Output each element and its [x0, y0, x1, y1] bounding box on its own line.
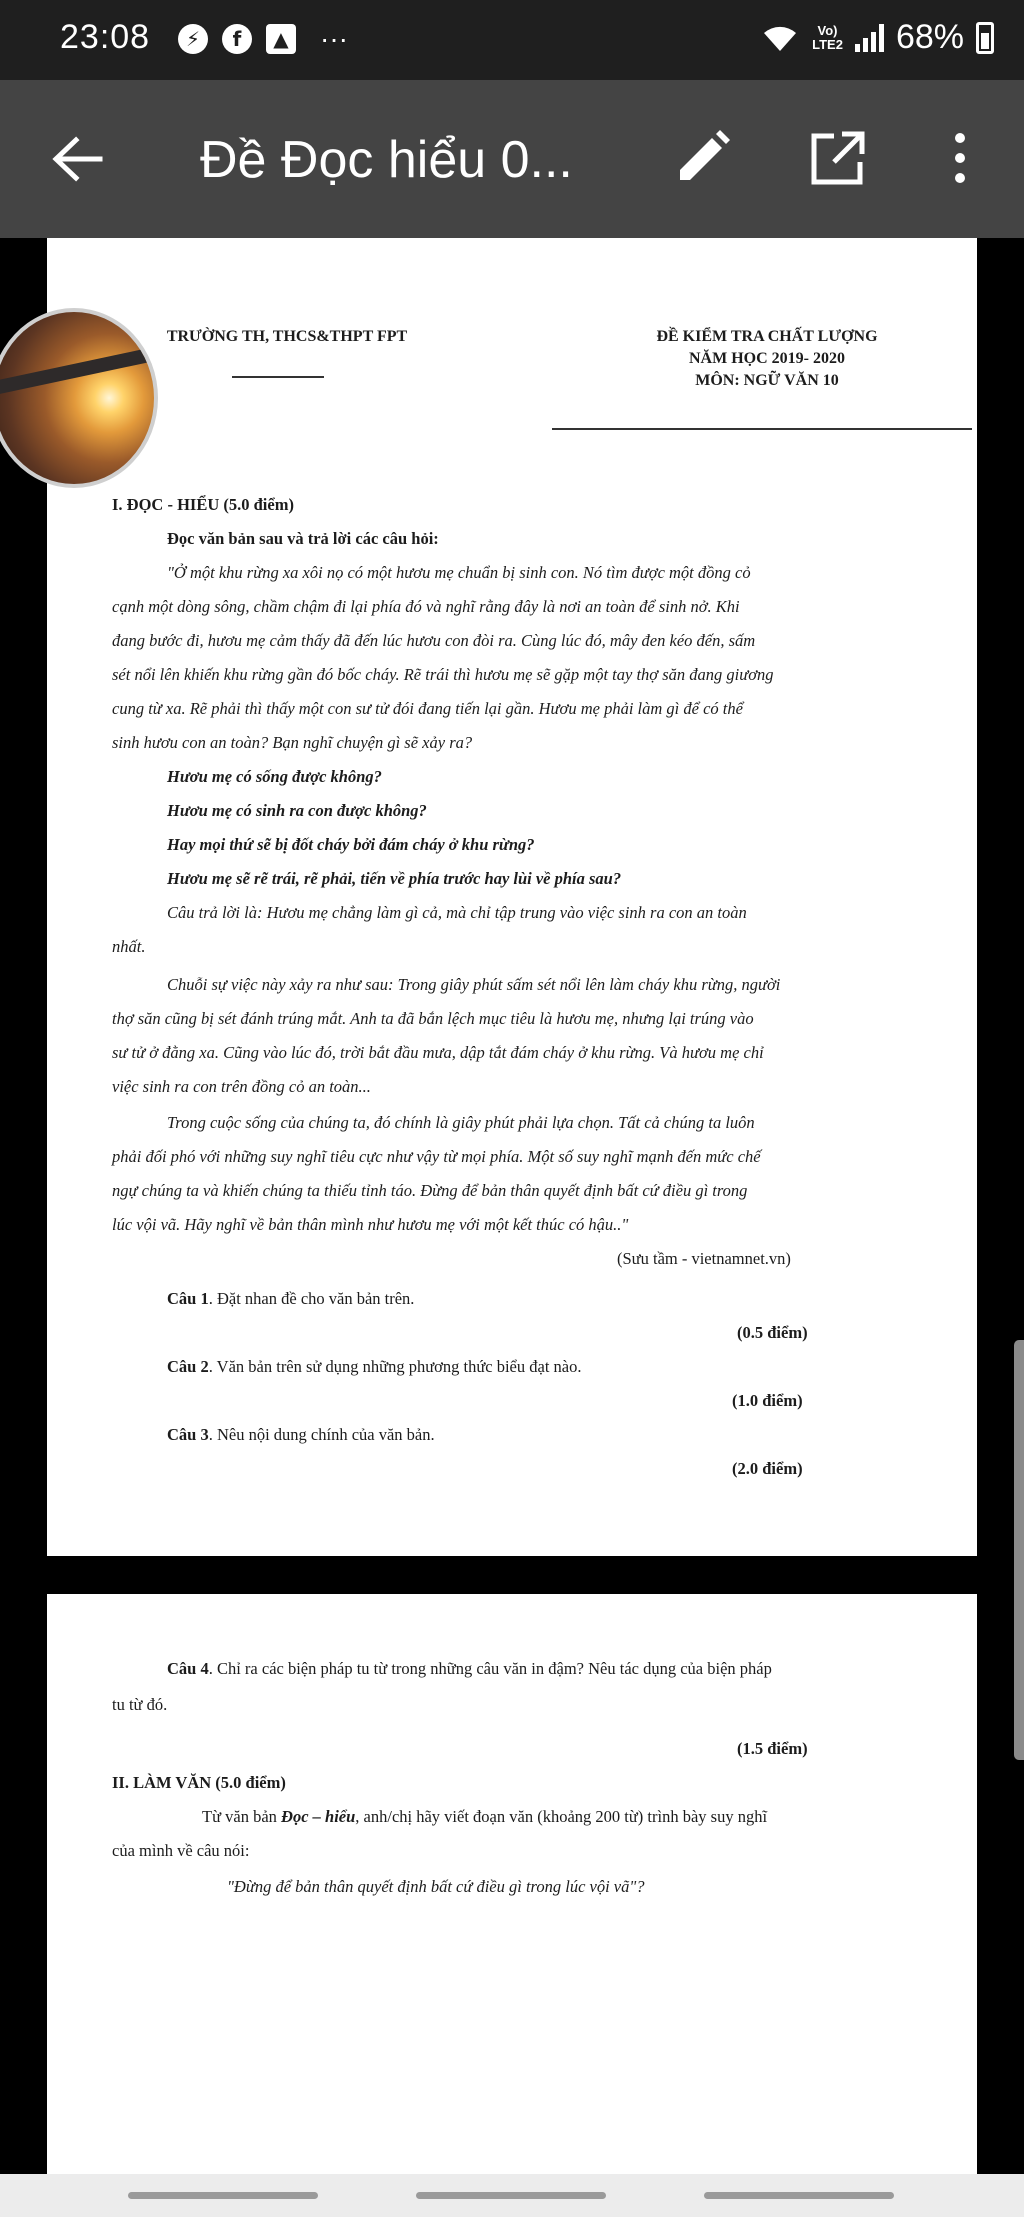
more-notifications-icon: ··· — [320, 23, 348, 54]
volte-bottom-label: LTE2 — [812, 36, 843, 52]
question-3 — [167, 1418, 435, 1452]
q2-label: Câu 2 — [167, 1357, 209, 1376]
document-page-2 — [47, 1594, 977, 2174]
para2-line: Câu trả lời là: Hươu mẹ chẳng làm gì cả, mà chỉ tập trung vào việc sinh ra con an toàn — [167, 903, 747, 922]
question-2 — [167, 1350, 581, 1384]
essay-prefix: Từ văn bản — [202, 1807, 282, 1826]
school-year: NĂM HỌC 2019- 2020 — [689, 350, 845, 367]
q3-label: Câu 3 — [167, 1425, 209, 1444]
bottom-navigation-bar — [0, 2174, 1024, 2217]
open-external-icon[interactable] — [808, 130, 866, 188]
bold-question: Hay mọi thứ sẽ bị đốt cháy bởi đám cháy ở khu rừng? — [167, 835, 535, 854]
app-bar — [0, 80, 1024, 238]
source-citation: (Sưu tầm - vietnamnet.vn) — [617, 1249, 791, 1268]
subject: MÔN: NGỮ VĂN 10 — [695, 372, 839, 389]
essay-line2: của mình về câu nói: — [112, 1841, 250, 1860]
status-time: 23:08 — [60, 18, 151, 56]
para3-line: việc sinh ra con trên đồng cỏ an toàn... — [112, 1077, 371, 1096]
bold-question: Hươu mẹ sẽ rẽ trái, rẽ phải, tiến về phía trước hay lùi về phía sau? — [167, 869, 622, 888]
edit-pencil-icon[interactable] — [672, 128, 732, 188]
para4-line: ngự chúng ta và khiến chúng ta thiếu tỉnh táo. Đừng để bản thân quyết định bất cứ điều gì trong — [112, 1181, 748, 1200]
q4-text-line1: . Chỉ ra các biện pháp tu từ trong những câu văn in đậm? Nêu tác dụng của biện pháp — [208, 1659, 772, 1678]
scrollbar-handle[interactable] — [1014, 1340, 1024, 1760]
q1-label: Câu 1 — [167, 1289, 209, 1308]
q1-text: . Đặt nhan đề cho văn bản trên. — [208, 1289, 415, 1308]
question-4 — [167, 1652, 772, 1686]
para1-line: "Ở một khu rừng xa xôi nọ có một hươu mẹ chuẩn bị sinh con. Nó tìm được một đồng cỏ — [167, 563, 751, 582]
essay-suffix: , anh/chị hãy viết đoạn văn (khoảng 200 từ) trình bày suy nghĩ — [355, 1807, 768, 1826]
essay-bold: Đọc – hiểu — [281, 1807, 356, 1826]
messenger-icon: ⚡ — [178, 24, 208, 54]
document-title: Đề Đọc hiểu 0... — [200, 131, 573, 189]
gallery-icon: ▲ — [266, 24, 296, 54]
para2-line: nhất. — [112, 937, 146, 956]
nav-back-button[interactable] — [704, 2192, 894, 2199]
bold-question: Hươu mẹ có sinh ra con được không? — [167, 801, 427, 820]
header-divider — [552, 428, 972, 430]
para1-line: sinh hươu con an toàn? Bạn nghĩ chuyện gì sẽ xảy ra? — [112, 733, 473, 752]
volte-top-label: Vo) — [817, 22, 838, 38]
document-page-1 — [47, 238, 977, 1556]
para4-line: lúc vội vã. Hãy nghĩ về bản thân mình như hươu mẹ với một kết thúc có hậu.." — [112, 1215, 629, 1234]
para3-line: sư tử ở đằng xa. Cũng vào lúc đó, trời bắt đầu mưa, dập tắt đám cháy ở khu rừng. Và hươu mẹ chỉ — [112, 1043, 764, 1062]
section2-title: II. LÀM VĂN (5.0 điểm) — [112, 1773, 286, 1792]
para1-line: cạnh một dòng sông, chầm chậm đi lại phía đó và nghĩ rằng đây là nơi an toàn để sinh nở. Khi — [112, 597, 740, 616]
q3-text: . Nêu nội dung chính của văn bản. — [208, 1425, 435, 1444]
instruction: Đọc văn bản sau và trả lời các câu hỏi: — [167, 529, 439, 548]
q3-points: (2.0 điểm) — [732, 1459, 803, 1478]
nav-home-button[interactable] — [416, 2192, 606, 2199]
school-name: TRƯỜNG TH, THCS&THPT FPT — [166, 328, 408, 345]
question-1 — [167, 1282, 414, 1316]
para1-line: đang bước đi, hươu mẹ cảm thấy đã đến lúc hươu con đòi ra. Cùng lúc đó, mây đen kéo đến, sấm — [112, 631, 756, 650]
battery-icon — [976, 22, 994, 54]
wifi-icon — [760, 23, 800, 53]
facebook-icon: f — [222, 24, 252, 54]
system-status — [760, 18, 994, 57]
para3-line: thợ săn cũng bị sét đánh trúng mắt. Anh ta đã bắn lệch mục tiêu là hươu mẹ, nhưng lại trúng vào — [112, 1009, 754, 1028]
q2-points: (1.0 điểm) — [732, 1391, 803, 1410]
nav-recents-button[interactable] — [128, 2192, 318, 2199]
para1-line: cung từ xa. Rẽ phải thì thấy một con sư tử đói đang tiến lại gần. Hươu mẹ phải làm gì để có thể — [112, 699, 743, 718]
battery-percent: 68% — [895, 18, 964, 56]
bold-question: Hươu mẹ có sống được không? — [167, 767, 382, 786]
para4-line: Trong cuộc sống của chúng ta, đó chính là giây phút phải lựa chọn. Tất cả chúng ta luôn — [167, 1113, 755, 1132]
more-vert-icon[interactable] — [940, 128, 980, 188]
exam-title: ĐỀ KIỂM TRA CHẤT LƯỢNG — [656, 328, 878, 345]
essay-quote: "Đừng để bản thân quyết định bất cứ điều gì trong lúc vội vã"? — [227, 1877, 645, 1896]
section1-title: I. ĐỌC - HIỂU (5.0 điểm) — [112, 495, 294, 514]
essay-line1 — [202, 1800, 767, 1834]
volte-icon — [812, 24, 843, 52]
status-bar — [0, 0, 1024, 80]
q1-points: (0.5 điểm) — [737, 1323, 808, 1342]
para4-line: phải đối phó với những suy nghĩ tiêu cực như vậy từ mọi phía. Một số suy nghĩ mạnh đến mức chế — [112, 1147, 761, 1166]
para1-line: sét nổi lên khiến khu rừng gần đó bốc cháy. Rẽ trái thì hươu mẹ sẽ gặp một tay thợ săn đang giương — [112, 665, 774, 684]
signal-icon — [855, 24, 884, 52]
back-arrow-icon[interactable] — [50, 132, 104, 186]
q4-points: (1.5 điểm) — [737, 1739, 808, 1758]
para3-line: Chuỗi sự việc này xảy ra như sau: Trong giây phút sấm sét nổi lên làm cháy khu rừng, người — [167, 975, 781, 994]
q4-text-line2: tu từ đó. — [112, 1695, 168, 1714]
notification-icons — [178, 24, 348, 54]
q2-text: . Văn bản trên sử dụng những phương thức biểu đạt nào. — [208, 1357, 582, 1376]
q4-label: Câu 4 — [167, 1659, 209, 1678]
school-underline — [232, 376, 324, 378]
